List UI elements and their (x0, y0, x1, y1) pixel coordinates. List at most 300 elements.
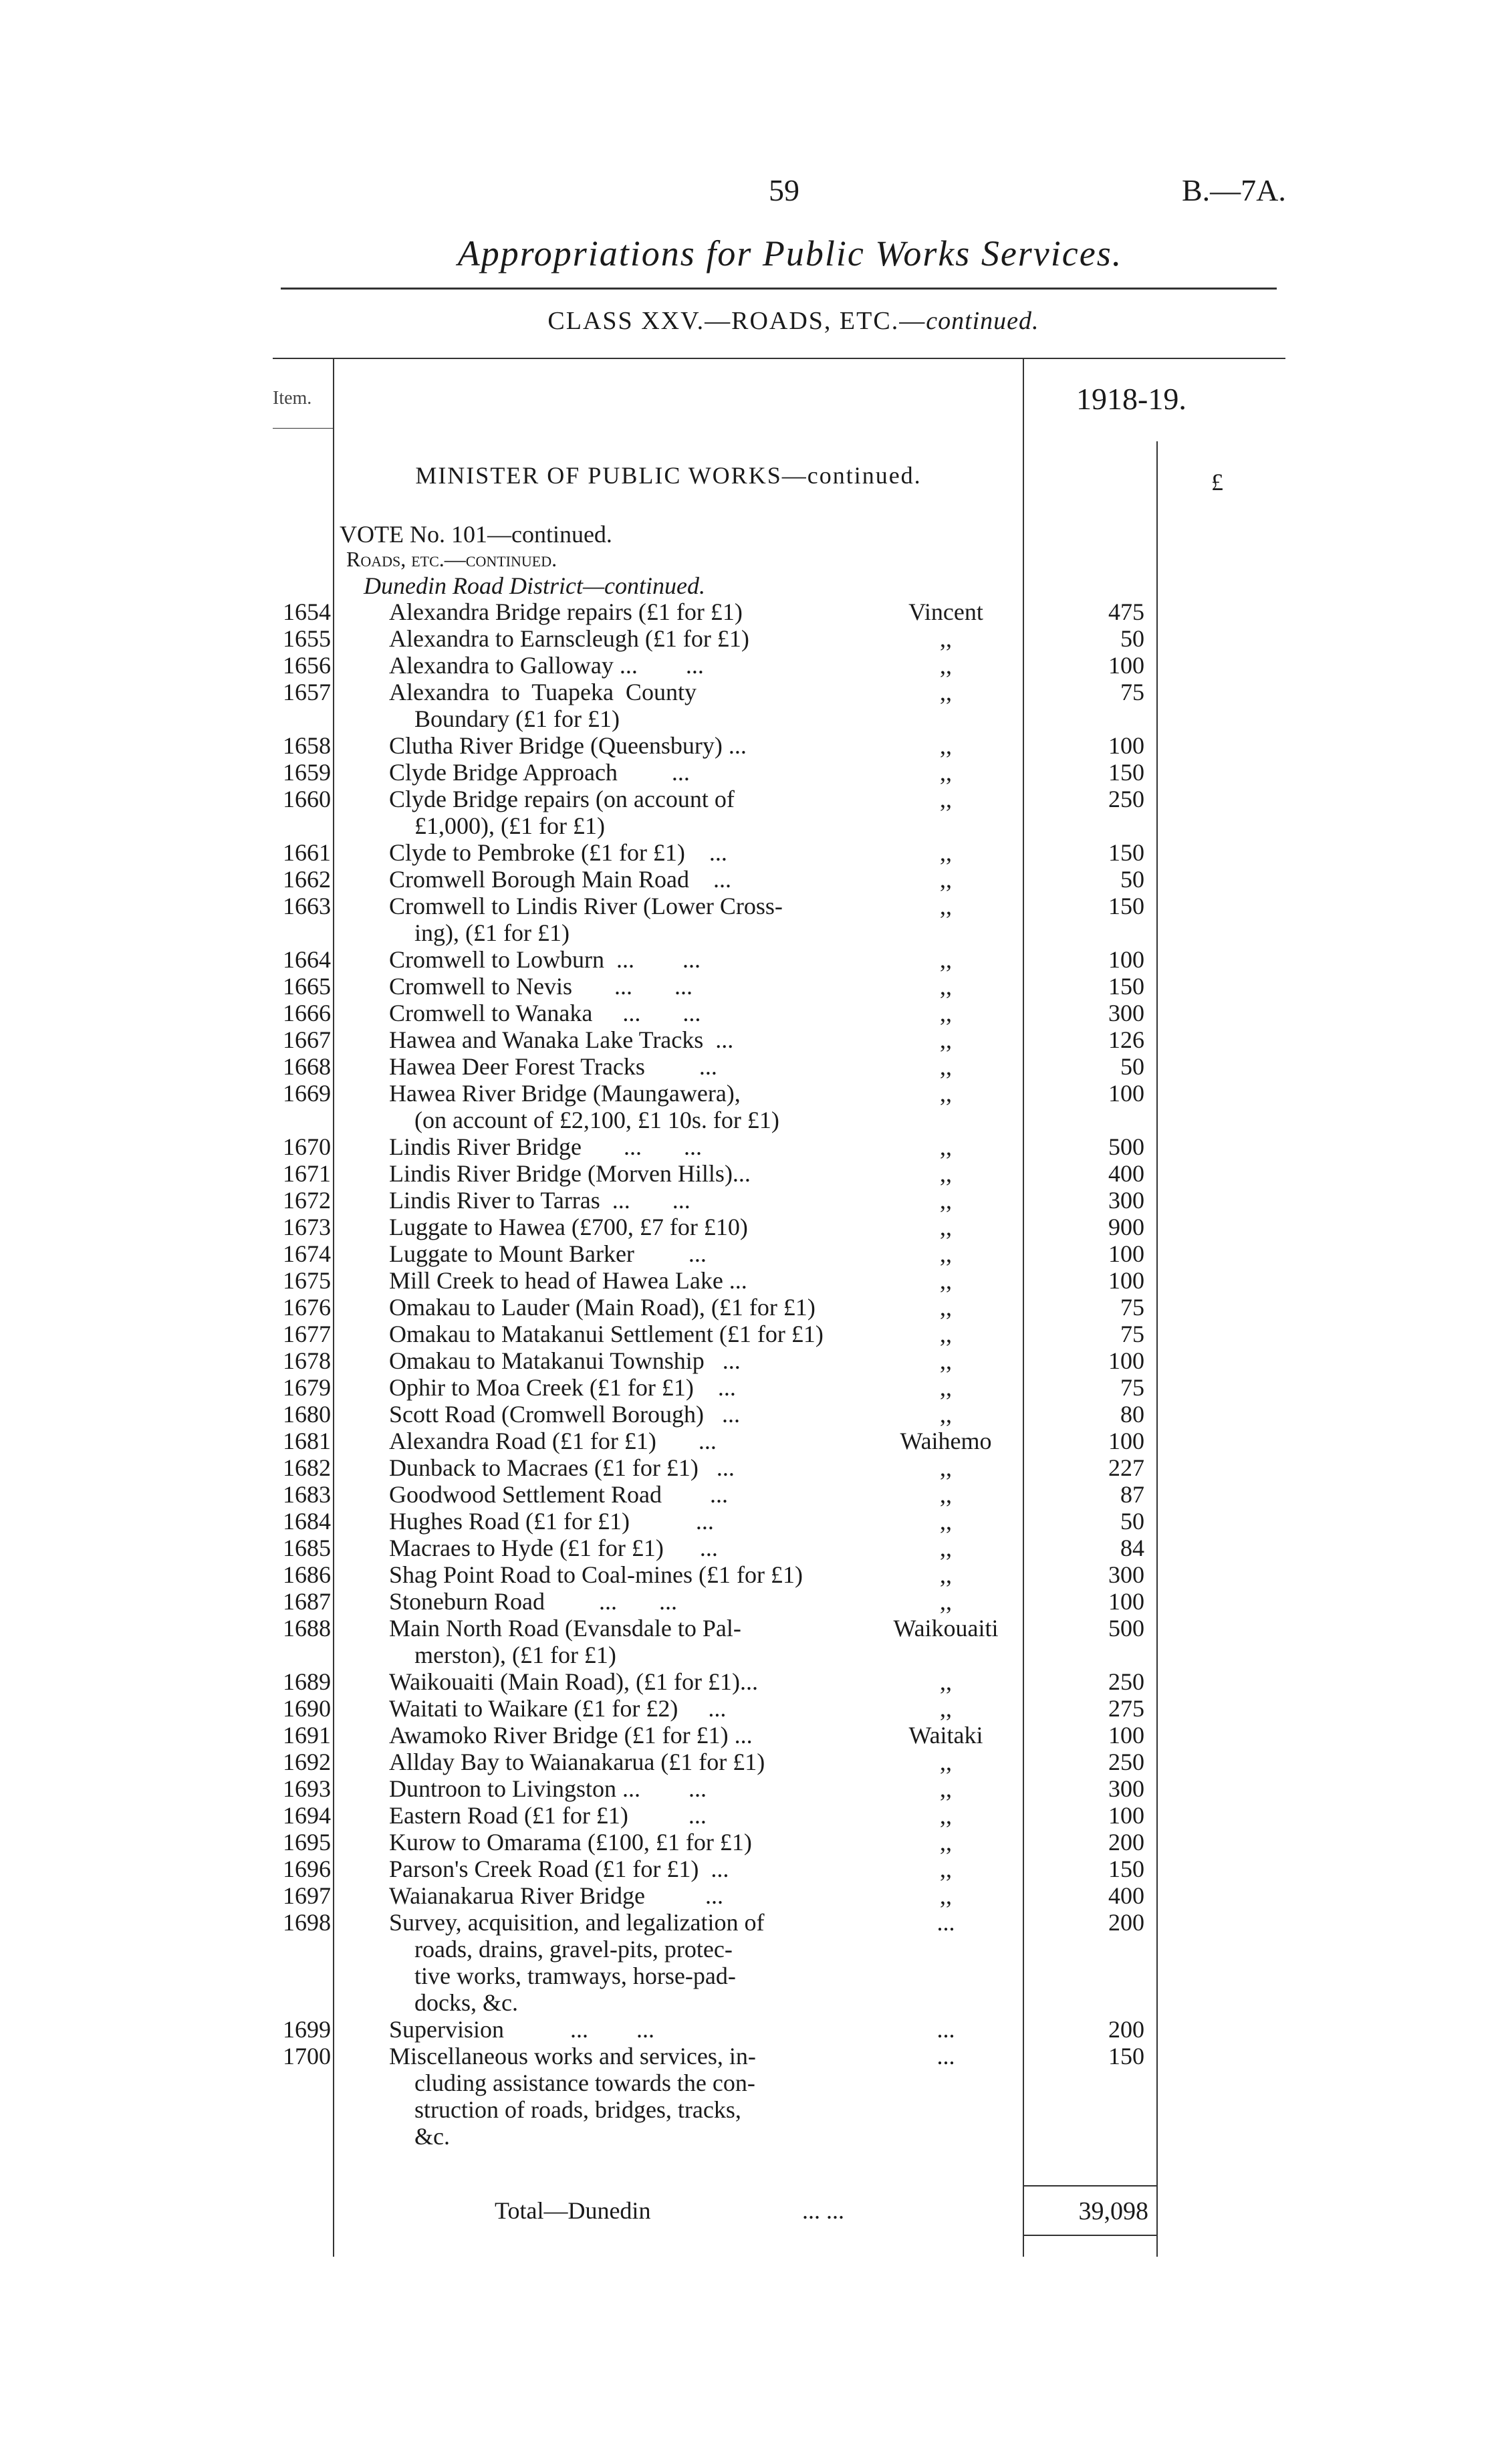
item-description (389, 893, 844, 946)
table-row (0, 2043, 1500, 2150)
table-row (0, 1160, 1500, 1187)
table-row (0, 1240, 1500, 1267)
item-number: 1666 (283, 1000, 331, 1026)
description-line: Macraes to Hyde (£1 for £1) ... (389, 1535, 718, 1561)
item-description (389, 598, 844, 625)
year-column-header: 1918-19. (1076, 382, 1186, 416)
item-description (389, 1428, 844, 1454)
table-row (0, 973, 1500, 1000)
description-line: cluding assistance towards the con- (414, 2069, 755, 2096)
table-row (0, 679, 1500, 732)
item-number: 1679 (283, 1374, 331, 1401)
item-county: Waikouaiti (893, 1615, 999, 1642)
description-line: tive works, tramways, horse-pad- (414, 1963, 736, 1989)
table-row (0, 1294, 1500, 1321)
item-amount: 200 (1108, 2016, 1144, 2043)
item-amount: 300 (1108, 1000, 1144, 1026)
item-number: 1675 (283, 1267, 331, 1294)
item-number: 1696 (283, 1856, 331, 1882)
item-amount: 200 (1108, 1829, 1144, 1856)
item-county: ... (936, 2043, 955, 2069)
description-line: Clyde Bridge repairs (on account of (389, 786, 735, 812)
item-amount: 126 (1108, 1026, 1144, 1053)
item-number: 1661 (283, 839, 331, 866)
table-row (0, 1214, 1500, 1240)
table-row (0, 652, 1500, 679)
table-row (0, 1535, 1500, 1561)
item-county: ,, (940, 1749, 952, 1775)
item-county: ,, (940, 1856, 952, 1882)
description-line: Hawea and Wanaka Lake Tracks ... (389, 1026, 734, 1053)
item-county: ,, (940, 786, 952, 812)
table-row (0, 1695, 1500, 1722)
table-row (0, 1856, 1500, 1882)
description-line: Alexandra Bridge repairs (£1 for £1) (389, 598, 743, 625)
table-row (0, 625, 1500, 652)
district-heading: Dunedin Road District—continued. (364, 572, 705, 599)
table-row (0, 1722, 1500, 1749)
item-county: ,, (940, 679, 952, 705)
item-county: ,, (940, 1454, 952, 1481)
item-description (389, 732, 844, 759)
item-number: 1656 (283, 652, 331, 679)
description-line: Luggate to Hawea (£700, £7 for £10) (389, 1214, 748, 1240)
item-number: 1654 (283, 598, 331, 625)
item-description (389, 1749, 844, 1775)
vote-heading: VOTE No. 101—continued. (340, 521, 612, 548)
description-line: Alexandra to Earnscleugh (£1 for £1) (389, 625, 749, 652)
item-amount: 100 (1108, 1588, 1144, 1615)
item-amount: 100 (1108, 1240, 1144, 1267)
table-row (0, 1829, 1500, 1856)
table-row (0, 1802, 1500, 1829)
item-county: ,, (940, 1294, 952, 1321)
item-amount: 75 (1120, 1374, 1144, 1401)
item-description (389, 1294, 844, 1321)
table-row (0, 1026, 1500, 1053)
item-description (389, 1856, 844, 1882)
minister-heading: MINISTER OF PUBLIC WORKS—continued. (415, 462, 922, 489)
item-amount: 400 (1108, 1160, 1144, 1187)
item-number: 1669 (283, 1080, 331, 1107)
table-row (0, 839, 1500, 866)
item-header-rule (273, 428, 333, 429)
item-amount: 100 (1108, 652, 1144, 679)
item-county: ,, (940, 893, 952, 919)
item-amount: 100 (1108, 1267, 1144, 1294)
description-line: Alexandra to Tuapeka County (389, 679, 697, 705)
table-row (0, 1428, 1500, 1454)
item-number: 1658 (283, 732, 331, 759)
item-amount: 50 (1120, 1508, 1144, 1535)
description-line: Scott Road (Cromwell Borough) ... (389, 1401, 740, 1428)
item-number: 1664 (283, 946, 331, 973)
item-number: 1687 (283, 1588, 331, 1615)
item-number: 1681 (283, 1428, 331, 1454)
item-number: 1662 (283, 866, 331, 893)
item-number: 1686 (283, 1561, 331, 1588)
roads-heading: Roads, etc.—continued. (346, 547, 557, 571)
item-description (389, 1401, 844, 1428)
item-number: 1667 (283, 1026, 331, 1053)
item-description (389, 1695, 844, 1722)
item-number: 1663 (283, 893, 331, 919)
table-row (0, 1882, 1500, 1909)
item-number: 1700 (283, 2043, 331, 2069)
description-line: Alexandra to Galloway ... ... (389, 652, 704, 679)
item-amount: 100 (1108, 1347, 1144, 1374)
item-county: ,, (940, 1133, 952, 1160)
item-description (389, 1214, 844, 1240)
item-county: ,, (940, 652, 952, 679)
item-number: 1657 (283, 679, 331, 705)
table-row (0, 1749, 1500, 1775)
item-number: 1683 (283, 1481, 331, 1508)
description-line: Cromwell to Lowburn ... ... (389, 946, 701, 973)
item-description (389, 1321, 844, 1347)
item-county: ... (936, 2016, 955, 2043)
document-reference: B.—7A. (1182, 173, 1286, 207)
item-county: ,, (940, 946, 952, 973)
item-number: 1688 (283, 1615, 331, 1642)
item-number: 1673 (283, 1214, 331, 1240)
item-description (389, 1535, 844, 1561)
table-row (0, 1053, 1500, 1080)
subtitle-main: CLASS XXV.—ROADS, ETC.— (547, 307, 926, 335)
item-county: ,, (940, 732, 952, 759)
item-county: ,, (940, 973, 952, 1000)
item-number: 1678 (283, 1347, 331, 1374)
item-description (389, 625, 844, 652)
item-county: ,, (940, 1535, 952, 1561)
description-line: Cromwell to Wanaka ... ... (389, 1000, 701, 1026)
item-number: 1677 (283, 1321, 331, 1347)
table-row (0, 946, 1500, 973)
item-county: ... (936, 1909, 955, 1936)
item-amount: 75 (1120, 1321, 1144, 1347)
item-county: ,, (940, 1374, 952, 1401)
item-number: 1697 (283, 1882, 331, 1909)
table-row (0, 1775, 1500, 1802)
item-amount: 500 (1108, 1133, 1144, 1160)
description-line: Waikouaiti (Main Road), (£1 for £1)... (389, 1668, 758, 1695)
table-row (0, 1374, 1500, 1401)
table-row (0, 759, 1500, 786)
item-number: 1676 (283, 1294, 331, 1321)
item-description (389, 679, 844, 732)
page-number: 59 (769, 173, 799, 207)
item-amount: 250 (1108, 1749, 1144, 1775)
item-number: 1698 (283, 1909, 331, 1936)
item-description (389, 946, 844, 973)
description-line: Ophir to Moa Creek (£1 for £1) ... (389, 1374, 736, 1401)
item-description (389, 1347, 844, 1374)
item-county: ,, (940, 1000, 952, 1026)
item-county: ,, (940, 1347, 952, 1374)
table-row (0, 1561, 1500, 1588)
item-description (389, 1240, 844, 1267)
item-description (389, 1080, 844, 1133)
item-description (389, 1000, 844, 1026)
item-number: 1684 (283, 1508, 331, 1535)
item-amount: 150 (1108, 973, 1144, 1000)
item-number: 1671 (283, 1160, 331, 1187)
description-line: Cromwell to Nevis ... ... (389, 973, 693, 1000)
item-county: ,, (940, 625, 952, 652)
item-amount: 80 (1120, 1401, 1144, 1428)
item-county: ,, (940, 1187, 952, 1214)
table-row (0, 1133, 1500, 1160)
item-number: 1680 (283, 1401, 331, 1428)
description-line: Cromwell Borough Main Road ... (389, 866, 731, 893)
description-line: roads, drains, gravel-pits, protec- (414, 1936, 733, 1963)
item-county: ,, (940, 1401, 952, 1428)
item-description (389, 1561, 844, 1588)
description-line: Allday Bay to Waianakarua (£1 for £1) (389, 1749, 765, 1775)
description-line: Clutha River Bridge (Queensbury) ... (389, 732, 747, 759)
item-amount: 150 (1108, 1856, 1144, 1882)
item-description (389, 1588, 844, 1615)
item-description (389, 1722, 844, 1749)
table-row (0, 1401, 1500, 1428)
description-line: Lindis River to Tarras ... ... (389, 1187, 691, 1214)
table-row (0, 893, 1500, 946)
description-line: Clyde Bridge Approach ... (389, 759, 690, 786)
description-line: Lindis River Bridge (Morven Hills)... (389, 1160, 751, 1187)
item-description (389, 1160, 844, 1187)
item-description (389, 1508, 844, 1535)
item-amount: 87 (1120, 1481, 1144, 1508)
item-number: 1665 (283, 973, 331, 1000)
description-line: Goodwood Settlement Road ... (389, 1481, 728, 1508)
item-county: ,, (940, 1775, 952, 1802)
table-row (0, 786, 1500, 839)
description-line: Hawea Deer Forest Tracks ... (389, 1053, 717, 1080)
item-amount: 50 (1120, 625, 1144, 652)
item-county: ,, (940, 1561, 952, 1588)
item-amount: 100 (1108, 1802, 1144, 1829)
description-line: Supervision ... ... (389, 2016, 655, 2043)
table-row (0, 732, 1500, 759)
item-description (389, 2043, 844, 2150)
description-line: Stoneburn Road ... ... (389, 1588, 677, 1615)
item-amount: 250 (1108, 786, 1144, 812)
page-title: Appropriations for Public Works Services. (457, 233, 1123, 273)
item-description (389, 1187, 844, 1214)
table-row (0, 2016, 1500, 2043)
item-description (389, 1615, 844, 1668)
description-line: Omakau to Matakanui Settlement (£1 for £1) (389, 1321, 824, 1347)
item-amount: 150 (1108, 893, 1144, 919)
table-top-rule (273, 358, 1285, 359)
item-number: 1691 (283, 1722, 331, 1749)
title-rule (281, 288, 1277, 290)
description-line: docks, &c. (414, 1989, 518, 2016)
item-county: ,, (940, 1829, 952, 1856)
table-row (0, 1454, 1500, 1481)
item-number: 1695 (283, 1829, 331, 1856)
table-row (0, 1668, 1500, 1695)
description-line: Hawea River Bridge (Maungawera), (389, 1080, 741, 1107)
description-line: ing), (£1 for £1) (414, 919, 570, 946)
item-number: 1685 (283, 1535, 331, 1561)
item-column-header: Item. (273, 388, 312, 409)
item-number: 1689 (283, 1668, 331, 1695)
item-number: 1655 (283, 625, 331, 652)
item-county: ,, (940, 1026, 952, 1053)
description-line: merston), (£1 for £1) (414, 1642, 616, 1668)
item-amount: 900 (1108, 1214, 1144, 1240)
total-leader-dots: ... ... (802, 2197, 844, 2224)
item-amount: 500 (1108, 1615, 1144, 1642)
item-county: ,, (940, 839, 952, 866)
description-line: Eastern Road (£1 for £1) ... (389, 1802, 707, 1829)
item-county: ,, (940, 1267, 952, 1294)
item-amount: 75 (1120, 1294, 1144, 1321)
table-row (0, 1187, 1500, 1214)
item-county: Vincent (908, 598, 983, 625)
description-line: Mill Creek to head of Hawea Lake ... (389, 1267, 747, 1294)
item-description (389, 652, 844, 679)
item-county: ,, (940, 1053, 952, 1080)
item-county: ,, (940, 1160, 952, 1187)
description-line: Alexandra Road (£1 for £1) ... (389, 1428, 717, 1454)
item-amount: 50 (1120, 1053, 1144, 1080)
item-description (389, 1374, 844, 1401)
item-number: 1670 (283, 1133, 331, 1160)
item-county: ,, (940, 1481, 952, 1508)
item-county: ,, (940, 1695, 952, 1722)
item-amount: 150 (1108, 839, 1144, 866)
item-description (389, 1909, 844, 2016)
description-line: Luggate to Mount Barker ... (389, 1240, 707, 1267)
item-amount: 100 (1108, 1080, 1144, 1107)
item-county: ,, (940, 1588, 952, 1615)
table-row (0, 1321, 1500, 1347)
item-county: ,, (940, 1508, 952, 1535)
description-line: Boundary (£1 for £1) (414, 705, 620, 732)
item-amount: 100 (1108, 732, 1144, 759)
item-description (389, 1053, 844, 1080)
item-description (389, 1829, 844, 1856)
item-amount: 100 (1108, 1722, 1144, 1749)
item-description (389, 1668, 844, 1695)
table-row (0, 1588, 1500, 1615)
item-amount: 150 (1108, 2043, 1144, 2069)
total-label: Total—Dunedin (495, 2197, 651, 2224)
item-number: 1692 (283, 1749, 331, 1775)
description-line: Clyde to Pembroke (£1 for £1) ... (389, 839, 727, 866)
total-amount: 39,098 (1078, 2197, 1148, 2225)
item-amount: 75 (1120, 679, 1144, 705)
item-amount: 200 (1108, 1909, 1144, 1936)
item-number: 1694 (283, 1802, 331, 1829)
section-subtitle (0, 306, 1500, 336)
currency-symbol: £ (1211, 469, 1223, 495)
description-line: Dunback to Macraes (£1 for £1) ... (389, 1454, 735, 1481)
table-row (0, 1267, 1500, 1294)
description-line: (on account of £2,100, £1 10s. for £1) (414, 1107, 779, 1133)
item-number: 1674 (283, 1240, 331, 1267)
description-line: struction of roads, bridges, tracks, (414, 2096, 741, 2123)
item-county: Waitaki (908, 1722, 983, 1749)
item-county: ,, (940, 1240, 952, 1267)
description-line: Waitati to Waikare (£1 for £2) ... (389, 1695, 727, 1722)
item-amount: 475 (1108, 598, 1144, 625)
description-line: Kurow to Omarama (£100, £1 for £1) (389, 1829, 752, 1856)
item-description (389, 973, 844, 1000)
item-description (389, 1454, 844, 1481)
item-number: 1668 (283, 1053, 331, 1080)
item-amount: 50 (1120, 866, 1144, 893)
table-row (0, 1909, 1500, 2016)
item-amount: 300 (1108, 1187, 1144, 1214)
item-number: 1682 (283, 1454, 331, 1481)
item-county: ,, (940, 1214, 952, 1240)
item-description (389, 1882, 844, 1909)
item-description (389, 1775, 844, 1802)
description-line: Main North Road (Evansdale to Pal- (389, 1615, 741, 1642)
table-row (0, 1347, 1500, 1374)
description-line: Survey, acquisition, and legalization of (389, 1909, 765, 1936)
item-amount: 227 (1108, 1454, 1144, 1481)
item-description (389, 759, 844, 786)
item-amount: 100 (1108, 946, 1144, 973)
item-description (389, 1802, 844, 1829)
item-county: ,, (940, 866, 952, 893)
item-amount: 84 (1120, 1535, 1144, 1561)
description-line: Cromwell to Lindis River (Lower Cross- (389, 893, 783, 919)
item-amount: 275 (1108, 1695, 1144, 1722)
item-number: 1690 (283, 1695, 331, 1722)
table-row (0, 1508, 1500, 1535)
item-description (389, 1481, 844, 1508)
item-description (389, 2016, 844, 2043)
item-amount: 100 (1108, 1428, 1144, 1454)
item-amount: 250 (1108, 1668, 1144, 1695)
description-line: Lindis River Bridge ... ... (389, 1133, 702, 1160)
description-line: Waianakarua River Bridge ... (389, 1882, 723, 1909)
item-amount: 400 (1108, 1882, 1144, 1909)
description-line: £1,000), (£1 for £1) (414, 812, 605, 839)
total-top-rule (1023, 2185, 1156, 2187)
item-number: 1693 (283, 1775, 331, 1802)
subtitle-continued: continued. (926, 307, 1039, 335)
total-bottom-rule (1023, 2235, 1156, 2236)
item-county: ,, (940, 759, 952, 786)
item-number: 1660 (283, 786, 331, 812)
table-row (0, 1481, 1500, 1508)
item-number: 1659 (283, 759, 331, 786)
table-row (0, 866, 1500, 893)
item-description (389, 1133, 844, 1160)
table-row (0, 1615, 1500, 1668)
description-line: Awamoko River Bridge (£1 for £1) ... (389, 1722, 753, 1749)
item-description (389, 866, 844, 893)
description-line: Shag Point Road to Coal-mines (£1 for £1) (389, 1561, 803, 1588)
description-line: Duntroon to Livingston ... ... (389, 1775, 707, 1802)
item-amount: 150 (1108, 759, 1144, 786)
table-row (0, 1000, 1500, 1026)
item-county: Waihemo (900, 1428, 992, 1454)
item-county: ,, (940, 1882, 952, 1909)
description-line: Omakau to Lauder (Main Road), (£1 for £1) (389, 1294, 816, 1321)
item-county: ,, (940, 1321, 952, 1347)
table-row (0, 598, 1500, 625)
item-description (389, 839, 844, 866)
description-line: Miscellaneous works and services, in- (389, 2043, 756, 2069)
item-amount: 300 (1108, 1561, 1144, 1588)
